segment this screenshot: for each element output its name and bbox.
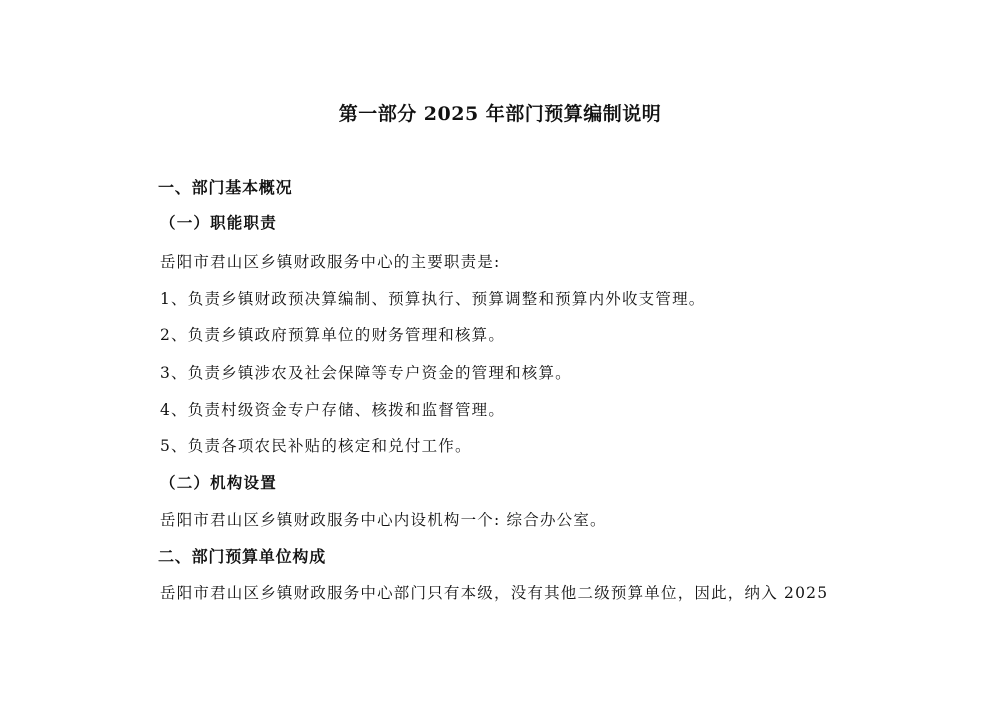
document-title: 第一部分 2025 年部门预算编制说明 — [338, 103, 662, 125]
section-heading-basic-overview: 一、部门基本概况 — [158, 178, 293, 197]
organization-paragraph: 岳阳市君山区乡镇财政服务中心内设机构一个: 综合办公室。 — [160, 511, 607, 529]
budget-units-paragraph: 岳阳市君山区乡镇财政服务中心部门只有本级，没有其他二级预算单位，因此，纳入 2025 — [160, 584, 829, 602]
duty-item-1: 1、负责乡镇财政预决算编制、预算执行、预算调整和预算内外收支管理。 — [160, 290, 706, 308]
duty-item-5: 5、负责各项农民补贴的核定和兑付工作。 — [160, 437, 472, 455]
duties-intro-paragraph: 岳阳市君山区乡镇财政服务中心的主要职责是: — [160, 253, 501, 271]
duty-item-2: 2、负责乡镇政府预算单位的财务管理和核算。 — [160, 326, 506, 344]
section-heading-budget-units: 二、部门预算单位构成 — [158, 547, 327, 566]
duty-item-4: 4、负责村级资金专户存储、核拨和监督管理。 — [160, 401, 506, 419]
subsection-heading-duties: （一）职能职责 — [160, 213, 277, 232]
subsection-heading-organization: （二）机构设置 — [160, 473, 277, 492]
duty-item-3: 3、负责乡镇涉农及社会保障等专户资金的管理和核算。 — [160, 364, 572, 382]
